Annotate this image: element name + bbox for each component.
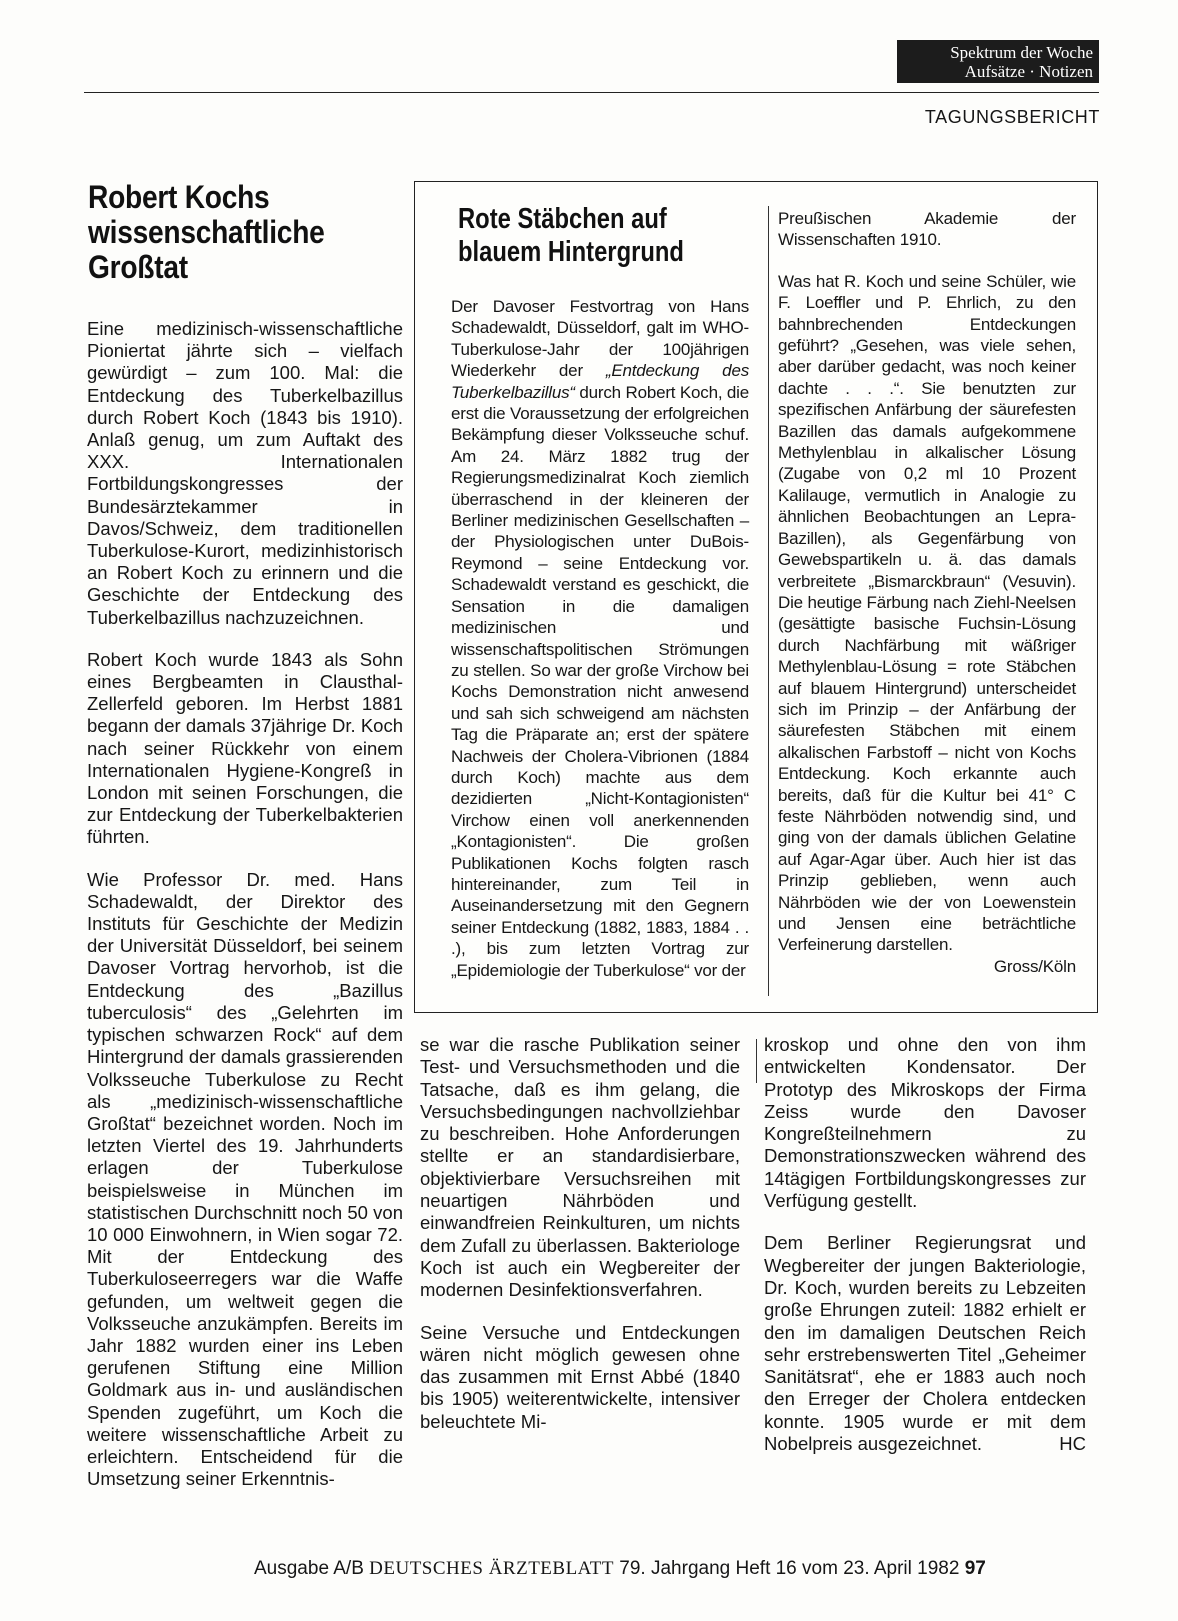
- column-rule: [756, 1039, 757, 1083]
- section-tag: [897, 40, 1099, 83]
- article-column-right: [764, 1034, 1086, 1455]
- page-number: 97: [964, 1558, 986, 1579]
- footer-edition: Ausgabe A/B: [254, 1558, 364, 1579]
- paragraph: se war die rasche Publikation seiner Test- und Versuchsmethoden und die Tatsache, daß es ihm gelang, die Versuchsbedingungen nachvollziehbar zu beschreiben. Hohe Anforderungen stellte er an standardisierbare, objektivierbare Versuchsreihen mit neuartigen Nährböden und einwandfreien Reinkulturen, um nichts dem Zufall zu überlassen. Bakteriologe Koch ist auch ein Wegbereiter der modernen Desinfektionsverfahren.: [420, 1034, 740, 1301]
- section-tag-line2: Aufsätze · Notizen: [964, 62, 1093, 81]
- box-column-2: [778, 208, 1076, 977]
- paragraph: [764, 1232, 1086, 1455]
- box-text-emphasis: „Entdeckung des Tuberkelbazillus“: [451, 361, 749, 402]
- article-column-left: [87, 318, 403, 1490]
- box-column-1: [451, 296, 749, 981]
- box-column-divider: [768, 206, 769, 996]
- box-title: Rote Stäbchen auf blauem Hintergrund: [458, 203, 684, 268]
- section-tag-line1: Spektrum der Woche: [950, 43, 1093, 62]
- paragraph-text: Dem Berliner Regierungsrat und Wegbereiter der jungen Bakteriologie, Dr. Koch, wurden bereits zu Lebzeiten große Ehrungen zuteil: 1882 erhielt er den im damaligen Deutschen Reich sehr erstrebenswerten Titel „Geheimer Sanitätsrat“, ehe er 1883 auch noch den Erreger der Cholera entdecken konnte. 1905 wurde er mit dem Nobelpreis ausgezeichnet.: [764, 1232, 1086, 1455]
- box-paragraph: [451, 296, 749, 981]
- paragraph: Eine medizinisch-wissenschaftliche Pioniertat jährte sich – vielfach gewürdigt – zum 100. Mal: die Entdeckung des Tuberkelbazillus durch Robert Koch (1843 bis 1910). Anlaß genug, um zum Auftakt des XXX. Internationalen Fortbildungskongresses der Bundesärztekammer in Davos/Schweiz, dem traditionellen Tuberkulose-Kurort, medizinhistorisch an Robert Koch zu erinnern und die Geschichte der Entdeckung des Tuberkelbazillus nachzuzeichnen.: [87, 318, 403, 628]
- page-footer: [254, 1558, 1084, 1580]
- header-rule: [84, 92, 1099, 93]
- paragraph: kroskop und ohne den von ihm entwickelten Kondensator. Der Prototyp des Mikroskops der Firma Zeiss wurde den Davoser Kongreßteilnehmern zu Demonstrationszwecken während des 14tägigen Fortbildungskongresses zur Verfügung gestellt.: [764, 1034, 1086, 1212]
- box-paragraph: Preußischen Akademie der Wissenschaften 1910.: [778, 209, 1076, 250]
- box-text: durch Robert Koch, die erst die Voraussetzung der erfolgreichen Bekämpfung dieser Volksseuche schuf. Am 24. März 1882 trug der Regierungsmedizinalrat Koch ziemlich überraschend in der kleineren der Berliner medizinischen Gesellschaften – der Physiologischen unter DuBois-Reymond – seine Entdeckung vor. Schadewaldt verstand es geschickt, die Sensation in die damaligen medizinischen und wissenschaftspolitischen Strömungen zu stellen. So war der große Virchow bei Kochs Demonstration nicht anwesend und sah sich schweigend am nächsten Tag die Präparate an; erst der spätere Nachweis der Cholera-Vibrionen (1884 durch Koch) machte aus dem dezidierten „Nicht-Kontagionisten“ Virchow einen voll anerkennenden „Kontagionisten“. Die großen Publikationen Kochs folgten rasch hintereinander, zum Teil in Auseinandersetzung mit den Gegnern seiner Entdeckung (1882, 1883, 1884 . . .), bis zum letzten Vortrag zur „Epidemiologie der Tuberkulose“ vor der: [451, 382, 749, 980]
- paragraph: Wie Professor Dr. med. Hans Schadewaldt, der Direktor des Instituts für Geschichte der Medizin der Universität Düsseldorf, bei seinem Davoser Vortrag hervorhob, ist die Entdeckung des „Bazillus tuberculosis“ des „Gelehrten im typischen schwarzen Rock“ auf dem Hintergrund der damals grassierenden Volksseuche Tuberkulose zu Recht als „medizinisch-wissenschaftliche Großtat“ bezeichnet worden. Noch im letzten Viertel des 19. Jahrhunderts erlagen der Tuberkulose beispielsweise in München im statistischen Durchschnitt noch 50 von 10 000 Einwohnern, in Wien sogar 72. Mit der Entdeckung des Tuberkuloseerregers war die Waffe gefunden, um weltweit gegen die Volksseuche anzukämpfen. Bereits im Jahr 1882 wurden einer ins Leben gerufenen Stiftung eine Million Goldmark aus in- und ausländischen Spenden zugeführt, um Koch die weitere wissenschaftliche Arbeit zu erleichtern. Entscheidend für die Umsetzung seiner Erkenntnis-: [87, 868, 403, 1490]
- box-paragraph: Was hat R. Koch und seine Schüler, wie F. Loeffler und P. Ehrlich, zu den bahnbrechenden Entdeckungen geführt? „Gesehen, was viele sehen, aber darüber gedacht, was noch keiner dachte . . .“. Sie benutzten zur spezifischen Anfärbung der säurefesten Bazillen das damals aufgekommene Methylenblau in alkalischer Lösung (Zugabe von 0,2 ml 10 Prozent Kalilauge, vermutlich in Analogie zu ähnlichen Beobachtungen an Lepra-Bazillen), als Gegenfärbung von Gewebspartikeln u. ä. das damals verbreitete „Bismarckbraun“ (Vesuvin). Die heutige Färbung nach Ziehl-Neelsen (gesättigte basische Fuchsin-Lösung durch Nachfärbung mit wäßriger Methylenblau-Lösung = rote Stäbchen auf blauem Hintergrund) unterscheidet sich im Prinzip – der Anfärbung der säurefesten Stäbchen mit einem alkalischen Farbstoff – nicht von Kochs Entdeckung. Koch erkannte auch bereits, daß für die Kultur bei 41° C feste Nährböden notwendig sind, und ging von der damals üblichen Gelatine auf Agar-Agar über. Auch hier ist das Prinzip geblieben, wenn auch Nährböden wie der von Loewenstein und Jensen eine beträchtliche Verfeinerung darstellen.: [778, 271, 1076, 955]
- box-text: Der Davoser Festvortrag von Hans Schadewaldt, Düsseldorf, galt im WHO-Tuberkulose-Jahr der 100jährigen Wiederkehr der: [451, 297, 749, 381]
- author-initials: HC: [1059, 1433, 1086, 1455]
- article-title: Robert Kochs wissenschaftliche Großtat: [88, 179, 325, 285]
- box-author: Gross/Köln: [993, 956, 1076, 976]
- paragraph: Robert Koch wurde 1843 als Sohn eines Bergbeamten in Clausthal-Zellerfeld geboren. Im Herbst 1881 begann der damals 37jährige Dr. Koch nach seiner Rückkehr von einem Internationalen Hygiene-Kongreß in London mit seinen Forschungen, die zur Entdeckung der Tuberkelbakterien führten.: [87, 648, 403, 848]
- paragraph: Seine Versuche und Entdeckungen wären nicht möglich gewesen ohne das zusammen mit Ernst Abbé (1840 bis 1905) weiterentwickelte, intensiver beleuchtete Mi-: [420, 1321, 740, 1432]
- section-label: TAGUNGSBERICHT: [924, 107, 1100, 127]
- article-column-middle: [420, 1034, 740, 1433]
- footer-journal: DEUTSCHES ÄRZTEBLATT: [369, 1558, 615, 1579]
- footer-issue: 79. Jahrgang Heft 16 vom 23. April 1982: [619, 1558, 960, 1579]
